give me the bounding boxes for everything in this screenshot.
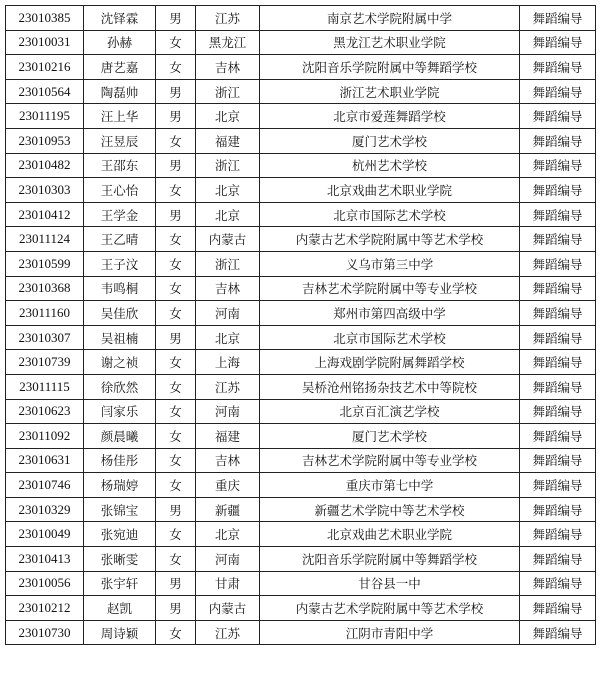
cell-province: 福建: [196, 128, 260, 153]
cell-name: 杨瑞婷: [84, 473, 156, 498]
cell-gender: 女: [156, 276, 196, 301]
table-row: [6, 153, 596, 178]
table-row: [6, 227, 596, 252]
cell-gender: 女: [156, 128, 196, 153]
cell-major: 舞蹈编导: [520, 473, 596, 498]
roster-sheet: [5, 5, 595, 645]
cell-province: 江苏: [196, 6, 260, 31]
cell-name: 陶磊帅: [84, 79, 156, 104]
cell-gender: 男: [156, 325, 196, 350]
cell-school: 北京戏曲艺术职业学院: [260, 522, 520, 547]
cell-major: 舞蹈编导: [520, 276, 596, 301]
cell-exam-id: 23011115: [6, 374, 84, 399]
cell-gender: 女: [156, 301, 196, 326]
cell-gender: 男: [156, 596, 196, 621]
table-row: [6, 424, 596, 449]
cell-major: 舞蹈编导: [520, 128, 596, 153]
roster-body: [6, 6, 596, 645]
cell-name: 王子汶: [84, 251, 156, 276]
cell-major: 舞蹈编导: [520, 30, 596, 55]
table-row: [6, 522, 596, 547]
table-row: [6, 547, 596, 572]
cell-school: 北京百汇演艺学校: [260, 399, 520, 424]
cell-gender: 女: [156, 620, 196, 645]
cell-gender: 男: [156, 104, 196, 129]
cell-name: 谢之祯: [84, 350, 156, 375]
table-row: [6, 374, 596, 399]
cell-gender: 女: [156, 399, 196, 424]
cell-exam-id: 23010212: [6, 596, 84, 621]
cell-province: 河南: [196, 301, 260, 326]
cell-province: 浙江: [196, 153, 260, 178]
cell-exam-id: 23011124: [6, 227, 84, 252]
cell-school: 北京戏曲艺术职业学院: [260, 178, 520, 203]
cell-province: 北京: [196, 202, 260, 227]
cell-name: 周诗颖: [84, 620, 156, 645]
cell-province: 吉林: [196, 448, 260, 473]
cell-major: 舞蹈编导: [520, 620, 596, 645]
cell-major: 舞蹈编导: [520, 325, 596, 350]
cell-exam-id: 23010953: [6, 128, 84, 153]
cell-province: 河南: [196, 547, 260, 572]
cell-gender: 女: [156, 55, 196, 80]
cell-school: 上海戏剧学院附属舞蹈学校: [260, 350, 520, 375]
cell-gender: 女: [156, 547, 196, 572]
cell-exam-id: 23010413: [6, 547, 84, 572]
cell-name: 汪昱辰: [84, 128, 156, 153]
cell-name: 孙赫: [84, 30, 156, 55]
cell-exam-id: 23011160: [6, 301, 84, 326]
cell-exam-id: 23010303: [6, 178, 84, 203]
cell-name: 张宇轩: [84, 571, 156, 596]
cell-exam-id: 23010031: [6, 30, 84, 55]
cell-major: 舞蹈编导: [520, 547, 596, 572]
cell-gender: 男: [156, 153, 196, 178]
cell-province: 黑龙江: [196, 30, 260, 55]
cell-major: 舞蹈编导: [520, 350, 596, 375]
cell-province: 北京: [196, 104, 260, 129]
table-row: [6, 178, 596, 203]
cell-major: 舞蹈编导: [520, 424, 596, 449]
table-row: [6, 350, 596, 375]
table-row: [6, 325, 596, 350]
table-row: [6, 448, 596, 473]
cell-school: 厦门艺术学校: [260, 128, 520, 153]
cell-school: 北京市爱莲舞蹈学校: [260, 104, 520, 129]
cell-exam-id: 23010368: [6, 276, 84, 301]
cell-province: 江苏: [196, 374, 260, 399]
cell-major: 舞蹈编导: [520, 251, 596, 276]
table-row: [6, 30, 596, 55]
cell-exam-id: 23010599: [6, 251, 84, 276]
cell-school: 吉林艺术学院附属中等专业学校: [260, 276, 520, 301]
cell-name: 徐欣然: [84, 374, 156, 399]
table-row: [6, 399, 596, 424]
cell-exam-id: 23010049: [6, 522, 84, 547]
cell-province: 内蒙古: [196, 227, 260, 252]
cell-major: 舞蹈编导: [520, 153, 596, 178]
cell-province: 吉林: [196, 276, 260, 301]
cell-gender: 男: [156, 202, 196, 227]
cell-gender: 女: [156, 178, 196, 203]
cell-province: 浙江: [196, 79, 260, 104]
cell-gender: 女: [156, 522, 196, 547]
cell-gender: 女: [156, 424, 196, 449]
cell-major: 舞蹈编导: [520, 6, 596, 31]
cell-name: 唐艺嘉: [84, 55, 156, 80]
cell-province: 北京: [196, 325, 260, 350]
cell-gender: 女: [156, 448, 196, 473]
cell-school: 黑龙江艺术职业学院: [260, 30, 520, 55]
cell-province: 北京: [196, 178, 260, 203]
cell-exam-id: 23010412: [6, 202, 84, 227]
cell-school: 义乌市第三中学: [260, 251, 520, 276]
cell-exam-id: 23011092: [6, 424, 84, 449]
table-row: [6, 128, 596, 153]
cell-school: 沈阳音乐学院附属中等舞蹈学校: [260, 55, 520, 80]
cell-gender: 男: [156, 497, 196, 522]
cell-exam-id: 23010307: [6, 325, 84, 350]
cell-name: 王学金: [84, 202, 156, 227]
table-row: [6, 620, 596, 645]
cell-name: 吴祖楠: [84, 325, 156, 350]
cell-province: 内蒙古: [196, 596, 260, 621]
cell-gender: 女: [156, 227, 196, 252]
cell-major: 舞蹈编导: [520, 374, 596, 399]
cell-name: 汪上华: [84, 104, 156, 129]
cell-exam-id: 23010746: [6, 473, 84, 498]
cell-gender: 男: [156, 79, 196, 104]
cell-province: 甘肃: [196, 571, 260, 596]
cell-major: 舞蹈编导: [520, 178, 596, 203]
cell-name: 赵凯: [84, 596, 156, 621]
cell-gender: 女: [156, 473, 196, 498]
cell-gender: 女: [156, 350, 196, 375]
cell-exam-id: 23010216: [6, 55, 84, 80]
cell-major: 舞蹈编导: [520, 522, 596, 547]
cell-name: 张晰雯: [84, 547, 156, 572]
cell-province: 新疆: [196, 497, 260, 522]
cell-gender: 男: [156, 6, 196, 31]
table-row: [6, 79, 596, 104]
cell-major: 舞蹈编导: [520, 202, 596, 227]
table-row: [6, 276, 596, 301]
cell-exam-id: 23010739: [6, 350, 84, 375]
cell-gender: 女: [156, 30, 196, 55]
cell-major: 舞蹈编导: [520, 79, 596, 104]
cell-major: 舞蹈编导: [520, 596, 596, 621]
cell-name: 王邵东: [84, 153, 156, 178]
cell-name: 韦鸣桐: [84, 276, 156, 301]
cell-school: 郑州市第四高级中学: [260, 301, 520, 326]
cell-province: 河南: [196, 399, 260, 424]
cell-name: 王心怡: [84, 178, 156, 203]
cell-major: 舞蹈编导: [520, 227, 596, 252]
cell-school: 重庆市第七中学: [260, 473, 520, 498]
cell-province: 江苏: [196, 620, 260, 645]
cell-exam-id: 23010329: [6, 497, 84, 522]
cell-exam-id: 23010482: [6, 153, 84, 178]
cell-school: 浙江艺术职业学院: [260, 79, 520, 104]
cell-school: 吴桥沧州铭扬杂技艺术中等院校: [260, 374, 520, 399]
cell-name: 颜晨曦: [84, 424, 156, 449]
cell-name: 吴佳欣: [84, 301, 156, 326]
cell-school: 吉林艺术学院附属中等专业学校: [260, 448, 520, 473]
cell-major: 舞蹈编导: [520, 571, 596, 596]
cell-exam-id: 23010385: [6, 6, 84, 31]
table-row: [6, 202, 596, 227]
cell-province: 北京: [196, 522, 260, 547]
cell-school: 江阴市青阳中学: [260, 620, 520, 645]
cell-gender: 男: [156, 571, 196, 596]
cell-major: 舞蹈编导: [520, 55, 596, 80]
cell-major: 舞蹈编导: [520, 497, 596, 522]
cell-exam-id: 23010730: [6, 620, 84, 645]
table-row: [6, 6, 596, 31]
table-row: [6, 571, 596, 596]
cell-name: 张锦宝: [84, 497, 156, 522]
cell-province: 上海: [196, 350, 260, 375]
table-row: [6, 497, 596, 522]
cell-province: 浙江: [196, 251, 260, 276]
table-row: [6, 104, 596, 129]
cell-province: 吉林: [196, 55, 260, 80]
cell-exam-id: 23010623: [6, 399, 84, 424]
cell-gender: 女: [156, 251, 196, 276]
cell-major: 舞蹈编导: [520, 104, 596, 129]
table-row: [6, 473, 596, 498]
table-row: [6, 596, 596, 621]
table-row: [6, 55, 596, 80]
cell-exam-id: 23010631: [6, 448, 84, 473]
cell-major: 舞蹈编导: [520, 399, 596, 424]
cell-school: 南京艺术学院附属中学: [260, 6, 520, 31]
roster-table: [5, 5, 596, 645]
table-row: [6, 251, 596, 276]
cell-name: 闫家乐: [84, 399, 156, 424]
cell-exam-id: 23010564: [6, 79, 84, 104]
cell-school: 沈阳音乐学院附属中等舞蹈学校: [260, 547, 520, 572]
cell-school: 厦门艺术学校: [260, 424, 520, 449]
table-row: [6, 301, 596, 326]
cell-school: 内蒙古艺术学院附属中等艺术学校: [260, 227, 520, 252]
cell-gender: 女: [156, 374, 196, 399]
cell-school: 甘谷县一中: [260, 571, 520, 596]
cell-exam-id: 23010056: [6, 571, 84, 596]
cell-major: 舞蹈编导: [520, 301, 596, 326]
cell-school: 杭州艺术学校: [260, 153, 520, 178]
cell-school: 北京市国际艺术学校: [260, 325, 520, 350]
cell-name: 王乙晴: [84, 227, 156, 252]
cell-major: 舞蹈编导: [520, 448, 596, 473]
cell-exam-id: 23011195: [6, 104, 84, 129]
cell-province: 重庆: [196, 473, 260, 498]
cell-school: 内蒙古艺术学院附属中等艺术学校: [260, 596, 520, 621]
cell-school: 北京市国际艺术学校: [260, 202, 520, 227]
cell-name: 张宛迪: [84, 522, 156, 547]
cell-province: 福建: [196, 424, 260, 449]
cell-name: 沈铎霖: [84, 6, 156, 31]
cell-school: 新疆艺术学院中等艺术学校: [260, 497, 520, 522]
cell-name: 杨佳彤: [84, 448, 156, 473]
